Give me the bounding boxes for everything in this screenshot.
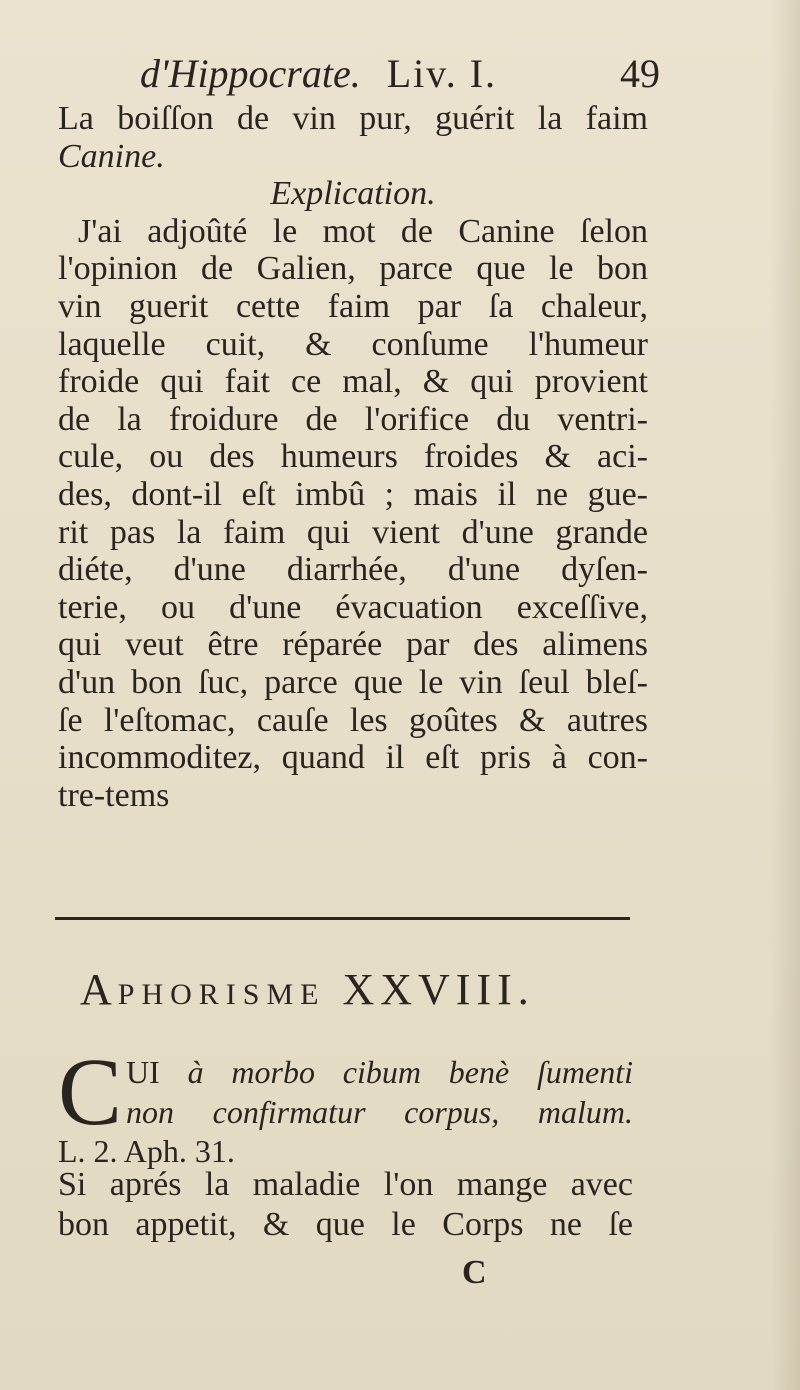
drop-cap: C: [58, 1038, 123, 1145]
running-header: [140, 48, 660, 100]
aphorism-title-word: PHORISME: [117, 978, 326, 1011]
text-line: laquelle cuit, & conſume l'humeur: [58, 325, 648, 363]
text-line: l'opinion de Galien, parce que le bon: [58, 250, 648, 288]
text-line: des, dont-il eſt imbû ; mais il ne gue-: [58, 475, 648, 513]
text-line: qui veut être réparée par des alimens: [58, 626, 648, 664]
text-line: diéte, d'une diarrhée, d'une dyſen-: [58, 551, 648, 589]
commentary-text: [58, 100, 648, 814]
text-line: incommoditez, quand il eſt pris à con-: [58, 739, 648, 777]
section-divider: [55, 917, 630, 920]
text-line: J'ai adjoûté le mot de Canine ſelon: [78, 212, 648, 250]
book-label: Liv. I.: [386, 51, 498, 96]
translation-line: bon appetit, & que le Corps ne ſe: [58, 1206, 633, 1243]
text-line: de la froidure de l'orifice du ventri-: [58, 400, 648, 438]
text-line: terie, ou d'une évacuation exceſſive,: [58, 588, 648, 626]
text-line: froide qui fait ce mal, & qui provient: [58, 363, 648, 401]
text-line: rit pas la faim qui vient d'une grande: [58, 513, 648, 551]
page-number: 49: [620, 51, 660, 96]
text-line: ſe l'eſtomac, cauſe les goûtes & autres: [58, 701, 648, 739]
text-line: tre-tems: [58, 776, 170, 814]
french-translation: [58, 1165, 633, 1245]
translation-line: Si aprés la maladie l'on mange avec: [58, 1166, 633, 1203]
text-line: vin guerit cette faim par ſa chaleur,: [58, 287, 648, 325]
latin-lead-word: UI: [126, 1054, 160, 1090]
aphorism-number: XXVIII.: [342, 965, 535, 1014]
text-line: Canine.: [58, 137, 165, 175]
latin-line-2: [126, 1092, 633, 1132]
text-line: Explication.: [270, 175, 436, 213]
latin-line-2-text: non confirmatur corpus, malum.: [126, 1094, 633, 1130]
latin-aphorism: [58, 1038, 634, 1170]
latin-line-1: [126, 1052, 633, 1092]
signature-mark: C: [462, 1254, 487, 1291]
aphorism-reference: L. 2. Aph. 31.: [58, 1133, 235, 1169]
text-line: cule, ou des humeurs froides & aci-: [58, 438, 648, 476]
text-line: d'un bon ſuc, parce que le vin ſeul bleſ-: [58, 663, 648, 701]
running-title: d'Hippocrate.: [140, 51, 361, 96]
latin-line-1-rest: à morbo cibum benè ſumenti: [187, 1054, 634, 1090]
aphorism-title-initial: A: [80, 965, 118, 1014]
aphorism-title: [80, 962, 640, 1018]
text-line: La boiſſon de vin pur, guérit la faim: [58, 100, 648, 137]
